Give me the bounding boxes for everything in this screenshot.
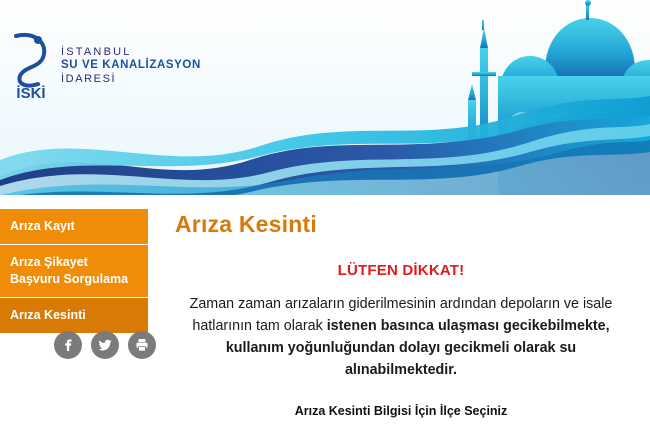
sidebar-item-ariza-kayit[interactable]: Arıza Kayıt [0, 209, 148, 245]
notice-text-regular: Zaman zaman arızaların giderilmesinin ardından depoların ve isale hatlarının tam olarak [189, 296, 613, 335]
district-select-label: Arıza Kesinti Bilgisi İçin İlçe Seçiniz [294, 403, 508, 418]
page-title: Arıza Kesinti [175, 211, 317, 237]
twitter-icon[interactable] [91, 331, 119, 359]
facebook-icon[interactable] [54, 331, 82, 359]
notice-text [170, 293, 632, 382]
iski-logo[interactable] [8, 30, 201, 102]
svg-text:İSKİ: İSKİ [16, 85, 46, 102]
main-content [160, 195, 650, 418]
iski-logo-mark [8, 30, 54, 102]
sidebar-item-ariza-sikayet-basvuru-sorgulama[interactable]: Arıza Şikayet Başvuru Sorgulama [0, 245, 148, 298]
iski-logo-text [61, 30, 201, 86]
body-area [0, 195, 650, 430]
logo-line-istanbul: İSTANBUL [61, 46, 132, 58]
logo-line-su-ve-kanalizasyon: SU VE KANALİZASYON [61, 58, 201, 71]
attention-heading: LÜTFEN DİKKAT! [337, 262, 465, 279]
sidebar-item-ariza-kesinti[interactable]: Arıza Kesinti [0, 298, 148, 334]
logo-line-idaresi: İDARESİ [61, 72, 117, 85]
social-links [54, 331, 156, 359]
sidebar-menu [0, 209, 148, 334]
print-icon[interactable] [128, 331, 156, 359]
notice-text-bold: istenen basınca ulaşması gecikebilmekte, kullanım yoğunluğundan dolayı gecikmeli olarak su alınabilmektedir. [225, 318, 610, 379]
site-header [0, 0, 650, 195]
